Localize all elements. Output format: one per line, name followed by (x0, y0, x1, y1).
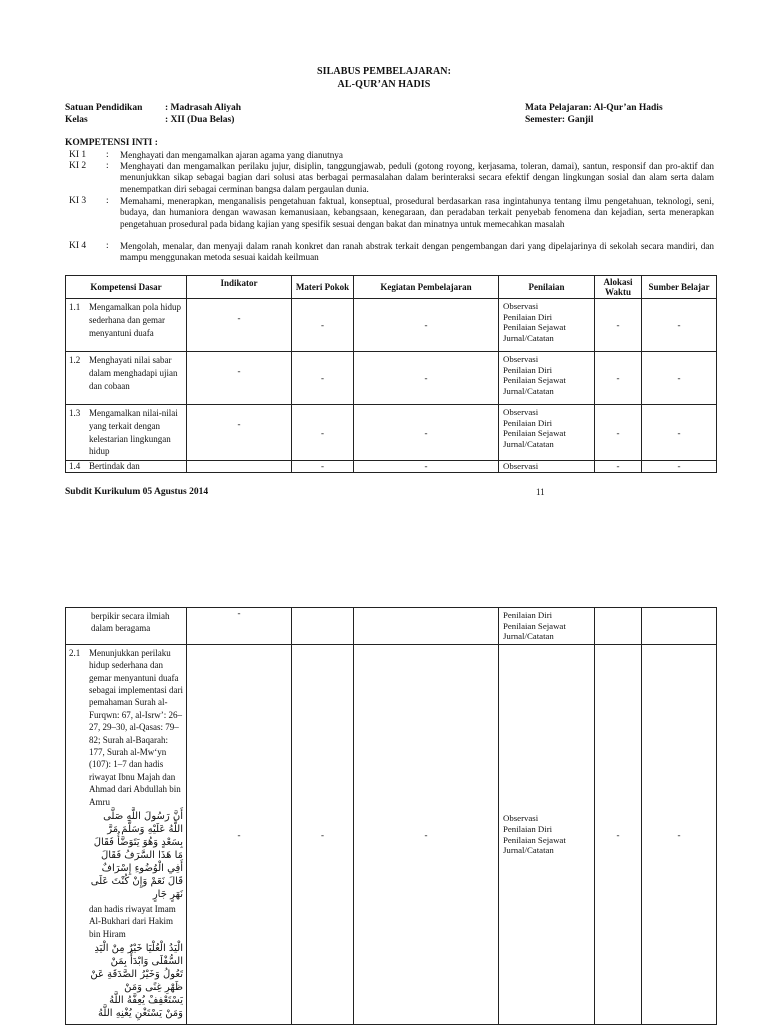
penilaian-item: Penilaian Diri (503, 610, 553, 620)
kegiatan-cell (354, 608, 499, 645)
indikator-cell: - (187, 608, 292, 645)
table-row (66, 644, 717, 1025)
kd-text: Mengamalkan nilai-nilai yang terkait dengan kelestarian lingkungan hidup (89, 408, 178, 457)
semester: Semester: Ganjil (525, 115, 594, 125)
ki-code: KI 2 (69, 161, 87, 171)
table-row (66, 608, 717, 645)
kegiatan-cell: - (354, 299, 499, 352)
penilaian-item: Penilaian Sejawat (503, 375, 566, 386)
penilaian-item: Jurnal/Catatan (503, 845, 554, 856)
penilaian-item: Penilaian Diri (503, 311, 553, 322)
materi-cell: - (292, 461, 354, 473)
kelas-label: Kelas (65, 115, 88, 125)
sumber-cell (642, 608, 717, 645)
table-row (66, 299, 717, 352)
ki-text: Mengolah, menalar, dan menyaji dalam ranah konkret dan ranah abstrak terkait dengan pengembangan dari yang dipelajarinya di sekolah secara mandiri, dan mampu menggunakan metoda sesuai kaidah keilmuan (120, 241, 714, 263)
penilaian-item: Jurnal/Catatan (503, 332, 554, 343)
kegiatan-cell: - (354, 352, 499, 405)
silabus-table (65, 275, 717, 473)
sumber-cell: - (642, 299, 717, 352)
kd-cell (66, 644, 187, 1025)
penilaian-cell: Observasi (499, 461, 595, 473)
kd-cell (66, 405, 187, 461)
penilaian-item: Penilaian Diri (503, 364, 553, 375)
penilaian-item: Jurnal/Catatan (503, 631, 554, 642)
kd-number: 1.3 (69, 408, 81, 418)
ki-colon: : (106, 150, 109, 160)
kd-cell (66, 461, 187, 473)
alokasi-cell: - (595, 405, 642, 461)
ki-colon: : (106, 161, 109, 171)
header-kompetensi-dasar: Kompetensi Dasar (66, 276, 187, 299)
kd-text: Menghayati nilai sabar dalam menghadapi ujian dan cobaan (89, 355, 178, 391)
kegiatan-cell: - (354, 461, 499, 473)
kd-text-continued: dan hadis riwayat Imam Al-Bukhari dari Hakim bin Hiram (89, 904, 176, 939)
kd-number: 1.2 (69, 355, 81, 365)
kompetensi-inti-heading: KOMPETENSI INTI : (65, 138, 158, 148)
kd-text: Menunjukkan perilaku hidup sederhana dan gemar menyantuni duafa sebagai implementasi dari pemahaman Surah al-Furqwn: 67, al-Isrw’: 26–27, 29–30, al-Qasas: 79–82; Surah al-Baqarah: 177, Surah al-Mw‘yn (107): 1–7 dan hadis riwayat Ibnu Majah dan Ahmad dari Abdullah bin Amru (89, 647, 183, 807)
materi-cell: - (292, 299, 354, 352)
ki-text: Menghayati dan mengamalkan perilaku jujur, disiplin, tanggungjawab, peduli (gotong royong, kerjasama, toleran, damai), santun, responsif dan pro-aktif dan menunjukkan sikap sebagai bagian dari solusi atas berbagai permasalahan dalam berinteraksi secara efektif dengan lingkungan sosial dan alam serta dalam menempatkan diri sebagai cerminan bangsa dalam pergaulan dunia. (120, 161, 714, 194)
kd-cell (66, 299, 187, 352)
ki-text: Menghayati dan mengamalkan ajaran agama yang dianutnya (120, 150, 343, 160)
header-penilaian: Penilaian (499, 276, 595, 299)
arabic-hadith-text: الْيَدُ الْعُلْيَا خَيْرٌ مِنْ الْيَدِ السُّفْلَى وَابْدَأْ بِمَنْ تَعُولُ وَخَيْرُ الصَّدَقَةِ عَنْ ظَهْرِ غِنًى وَمَنْ يَسْتَعْفِفْ يُعِفَّهُ اللَّهُ وَمَنْ يَسْتَغْنِ يُغْنِهِ اللَّهُ (90, 943, 183, 1020)
penilaian-item: Penilaian Diri (503, 417, 553, 428)
ki-colon: : (106, 241, 109, 251)
kegiatan-cell: - (354, 644, 499, 1025)
kd-cell (66, 352, 187, 405)
alokasi-cell: - (595, 461, 642, 473)
indikator-cell (187, 461, 292, 473)
penilaian-cell (499, 352, 595, 405)
ki-colon: : (106, 196, 109, 206)
penilaian-cell (499, 644, 595, 1025)
kd-number: 1.1 (69, 302, 81, 312)
kd-text: Mengamalkan pola hidup sederhana dan gemar menyantuni duafa (89, 302, 181, 338)
alokasi-cell (595, 608, 642, 645)
penilaian-item: Observasi (503, 407, 539, 417)
kelas-value: : XII (Dua Belas) (165, 115, 235, 125)
kd-number: 2.1 (69, 647, 81, 658)
table-header-row (66, 276, 717, 299)
ki-code: KI 3 (69, 196, 87, 206)
document-title-line1: SILABUS PEMBELAJARAN: (316, 66, 452, 77)
table-row (66, 405, 717, 461)
penilaian-cell (499, 608, 595, 645)
sumber-cell: - (642, 352, 717, 405)
penilaian-item: Penilaian Sejawat (503, 428, 566, 439)
penilaian-item: Observasi (503, 813, 539, 824)
table-row (66, 461, 717, 473)
kegiatan-cell: - (354, 405, 499, 461)
penilaian-item: Observasi (503, 354, 539, 364)
penilaian-cell (499, 405, 595, 461)
satuan-label: Satuan Pendidikan (65, 103, 143, 113)
sumber-cell: - (642, 405, 717, 461)
alokasi-cell: - (595, 352, 642, 405)
indikator-cell: - (187, 405, 292, 461)
sumber-cell: - (642, 644, 717, 1025)
materi-cell: - (292, 644, 354, 1025)
penilaian-item: Observasi (503, 301, 539, 311)
materi-cell: - (292, 352, 354, 405)
header-indikator: Indikator (187, 276, 292, 299)
penilaian-item: Jurnal/Catatan (503, 385, 554, 396)
indikator-cell: - (187, 299, 292, 352)
silabus-table-continued (65, 607, 717, 1025)
footer-text: Subdit Kurikulum 05 Agustus 2014 (65, 487, 209, 497)
alokasi-cell: - (595, 644, 642, 1025)
indikator-cell: - (187, 352, 292, 405)
indikator-cell: - (187, 644, 292, 1025)
materi-cell (292, 608, 354, 645)
penilaian-cell (499, 299, 595, 352)
header-sumber-belajar: Sumber Belajar (642, 276, 717, 299)
mata-pelajaran: Mata Pelajaran: Al-Qur’an Hadis (525, 103, 663, 113)
penilaian-item: Jurnal/Catatan (503, 438, 554, 449)
penilaian-item: Penilaian Diri (503, 823, 553, 834)
ki-code: KI 4 (69, 241, 87, 251)
ki-code: KI 1 (69, 150, 87, 160)
header-materi-pokok: Materi Pokok (292, 276, 354, 299)
header-alokasi-waktu: Alokasi Waktu (595, 276, 642, 299)
materi-cell: - (292, 405, 354, 461)
ki-text: Memahami, menerapkan, menganalisis pengetahuan faktual, konseptual, prosedural berdasarkan rasa ingintahunya tentang ilmu pengetahuan, teknologi, seni, budaya, dan humaniora dengan wawasan kemanusiaan, kebangsaan, kenegaraan, dan peradaban terkait penyebab fenomena dan kejadian, serta menerapkan pengetahuan prosedural pada bidang kajian yang spesifik sesuai dengan bakat dan minatnya untuk memecahkan masalah (120, 196, 714, 229)
kd-cell: berpikir secara ilmiah dalam beragama (66, 608, 187, 645)
alokasi-cell: - (595, 299, 642, 352)
header-kegiatan: Kegiatan Pembelajaran (354, 276, 499, 299)
penilaian-item: Penilaian Sejawat (503, 322, 566, 333)
penilaian-item: Penilaian Sejawat (503, 834, 566, 845)
satuan-value: : Madrasah Aliyah (165, 103, 242, 113)
kd-number: 1.4 (69, 461, 81, 472)
kd-text: Bertindak dan (89, 461, 140, 472)
document-title-line2: AL-QUR’AN HADIS (337, 79, 431, 90)
sumber-cell: - (642, 461, 717, 473)
arabic-hadith-text: أَنَّ رَسُولَ اللَّهِ صَلَّى اللَّهُ عَلَيْهِ وَسَلَّمَ مَرَّ بِسَعْدٍ وَهُوَ يَتَوَضَّأُ فَقَالَ مَا هَذَا السَّرَفُ فَقَالَ أَفِي الْوُضُوءِ إِسْرَافٌ قَالَ نَعَمْ وَإِنْ كُنْتَ عَلَى نَهَرٍ جَارٍ (90, 811, 183, 901)
table-row (66, 352, 717, 405)
page-number: 11 (536, 487, 545, 497)
penilaian-item: Penilaian Sejawat (503, 620, 566, 631)
